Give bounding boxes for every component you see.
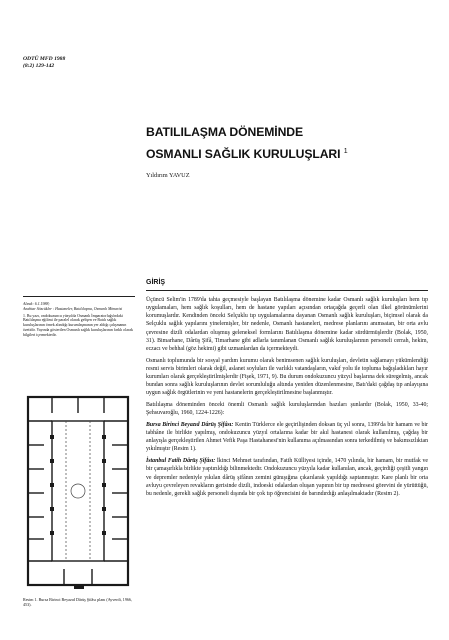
plan-pool bbox=[71, 484, 85, 498]
section-heading: GİRİŞ bbox=[146, 279, 166, 286]
journal-reference bbox=[23, 56, 65, 70]
floor-plan-figure bbox=[22, 387, 136, 593]
paragraph-3: Batılılaşma döneminden önceki önemli Osmanlı sağlık kuruluşlarından bazıları şunlardır (Bolak, 1950, 33-40; Şehsuvaroğlu, 1960, 1224-1226): bbox=[146, 402, 428, 417]
paragraph-4-lead: Bursa Birinci Beyazıd Dârüş Şifâsı: bbox=[146, 421, 234, 428]
title-line-2: OSMANLI SAĞLIK KURULUŞLARI $^1$ bbox=[146, 147, 348, 162]
author-name: Yıldırım YAVUZ bbox=[146, 172, 190, 179]
paragraph-4: Bursa Birinci Beyazıd Dârüş Şifâsı: Kentin Türklerce ele geçirilişinden doksan üç yıl sonra, 1399'da bir hamam ve bir tabhâne ile birlikte yapılmış, ondokuzuncu yüzyıl ortalarına kadar bir akıl hastanesi olarak kullanılmış, çağdaş bir anlayışla gerçekleştirilen Ahmet Vefik Paşa Hastahanesi'nin kullanıma açılmasından sonra terkedilmiş ve bakımsızlıktan yıkılmıştır (Resim 1). bbox=[146, 421, 428, 453]
article-title bbox=[146, 123, 396, 164]
paragraph-5: İstanbul Fatih Dârüş Şifâsı: İkinci Mehmet tarafından, Fatih Külliyesi içinde, 1470 yılında, bir hamam, bir mutfak ve bir çamaşırlıkla birlikte yaptırıldığı bilinmektedir. Ondokuzuncu yüzyıla kadar kullanılan, ancak, geçirdiği çeşitli yangın ve depremler nedeniyle yıkılan dârüş şifânın zemini günışığına çıkarılarak yapıldığı saptanmıştır. Kare planlı bir orta avluyu çevreleyen revakların gerisinde dizili, indoeski odalardan oluşan yapının bir tıp medresesi görevini de yürüttüğü, bu nedenle, gerekli sağlık personeli dışında bir çok tıp öğrencisini de barındırdığı anlaşılmaktadır (Resim 2). bbox=[146, 458, 428, 497]
journal-name: ODTÜ MFD 1988 bbox=[23, 56, 66, 62]
title-line-1: BATILILAŞMA DÖNEMİNDE bbox=[146, 125, 304, 139]
title-footnote-mark: 1 bbox=[343, 148, 348, 155]
footnote-1: 1. Bu yazı, ondokuzuncu yüzyılda Osmanlı İmparatorluğu'ndaki Batılılaşma eğilimi ile paralel olarak gelişen ve Batılı sağlık kuruluşlarının örnek alındığı kurumlaşmanın yer aldığı çalışmanın özetidir. Yayında gösterilen Osmanlı sağlık kuruluşlarının farklı olarak bilgileri içermektedir. bbox=[23, 313, 133, 337]
journal-issue-pages: (8:2) 129-142 bbox=[23, 63, 55, 69]
paragraph-5-lead: İstanbul Fatih Dârüş Şifâsı: bbox=[146, 458, 216, 465]
sidebar-rule bbox=[23, 296, 135, 297]
section-rule bbox=[146, 290, 428, 291]
plan-outer-wall bbox=[28, 397, 128, 585]
paragraph-1: Üçüncü Selim'in 1789'da tahta geçmesiyle başlayan Batılılaşma dönemine kadar Osmanlı sağlık kuruluşları hem tıp uygulamaları, hem sağlık koşulları, hem de hastane yapıları açısından ortaçağda geçerli olan ilkel görünümlerini korumuşlardır. Kendinden önceki Selçuklu tıp uygulamalarına dayanan Osmanlı sağlık kuruluşları, biçimsel olarak da Selçuklu sağlık yapılarını yinelemişler, bir nedenle, Osmanlı hastaneleri, medrese planlarını anımsatan, bir orta avlu çevresine dizili odalardan oluşmuş geleneksel formlarını Batılılaşma dönemine kadar sürdürmüşlerdir (Bolak, 1950, 31). Bimarhane, Dârüş Şifâ, Timarhane gibi adlarla tanımlanan Osmanlı sağlık kuruluşlarının personeli cerrah, hekim, eczacı ve behhal (göz hekimi) gibi uzmanlardan da içermekteydi. bbox=[146, 297, 428, 352]
figure-caption: Resim 1. Bursa Birinci Beyazıd Dârüş Şifâsı planı (Ayverdi, 1966, 453). bbox=[23, 597, 132, 608]
plan-entrance bbox=[74, 585, 84, 589]
sidebar-notes bbox=[23, 302, 135, 340]
plan-courtyard bbox=[52, 421, 104, 561]
paragraph-2: Osmanlı toplumunda bir sosyal yardım kurumu olarak benimsenen sağlık kuruluşları, devletin sağlamayı yükümlendiği resmi servis birimleri olarak değil, aslanet soyluları ile varlıklı vatandaşların, vakıf yolu ile topluma bağışladıkları hayır kurumları olarak gerçekleştirilmişlerdir (Fişek, 1971, 9). Bu durum ondokuzuncu yüzyıl başlarına dek süregelmiş, ancak bundan sonra sağlık kuruluşlarının devlet sorumluluğu altında yeniden düzenlenmesine, Batı'daki çağdaş tıp anlayışına uygun sağlık örgütlerinin ve yeni hastanelerin gerçekleştirilmesine başlanmıştır. bbox=[146, 357, 428, 397]
received-date: Alındı: 6.1.1988; Anahtar Sözcükler : Hastaneler, Batılılaşma, Osmanlı Mimarisi bbox=[23, 302, 123, 311]
article-body bbox=[146, 296, 428, 502]
